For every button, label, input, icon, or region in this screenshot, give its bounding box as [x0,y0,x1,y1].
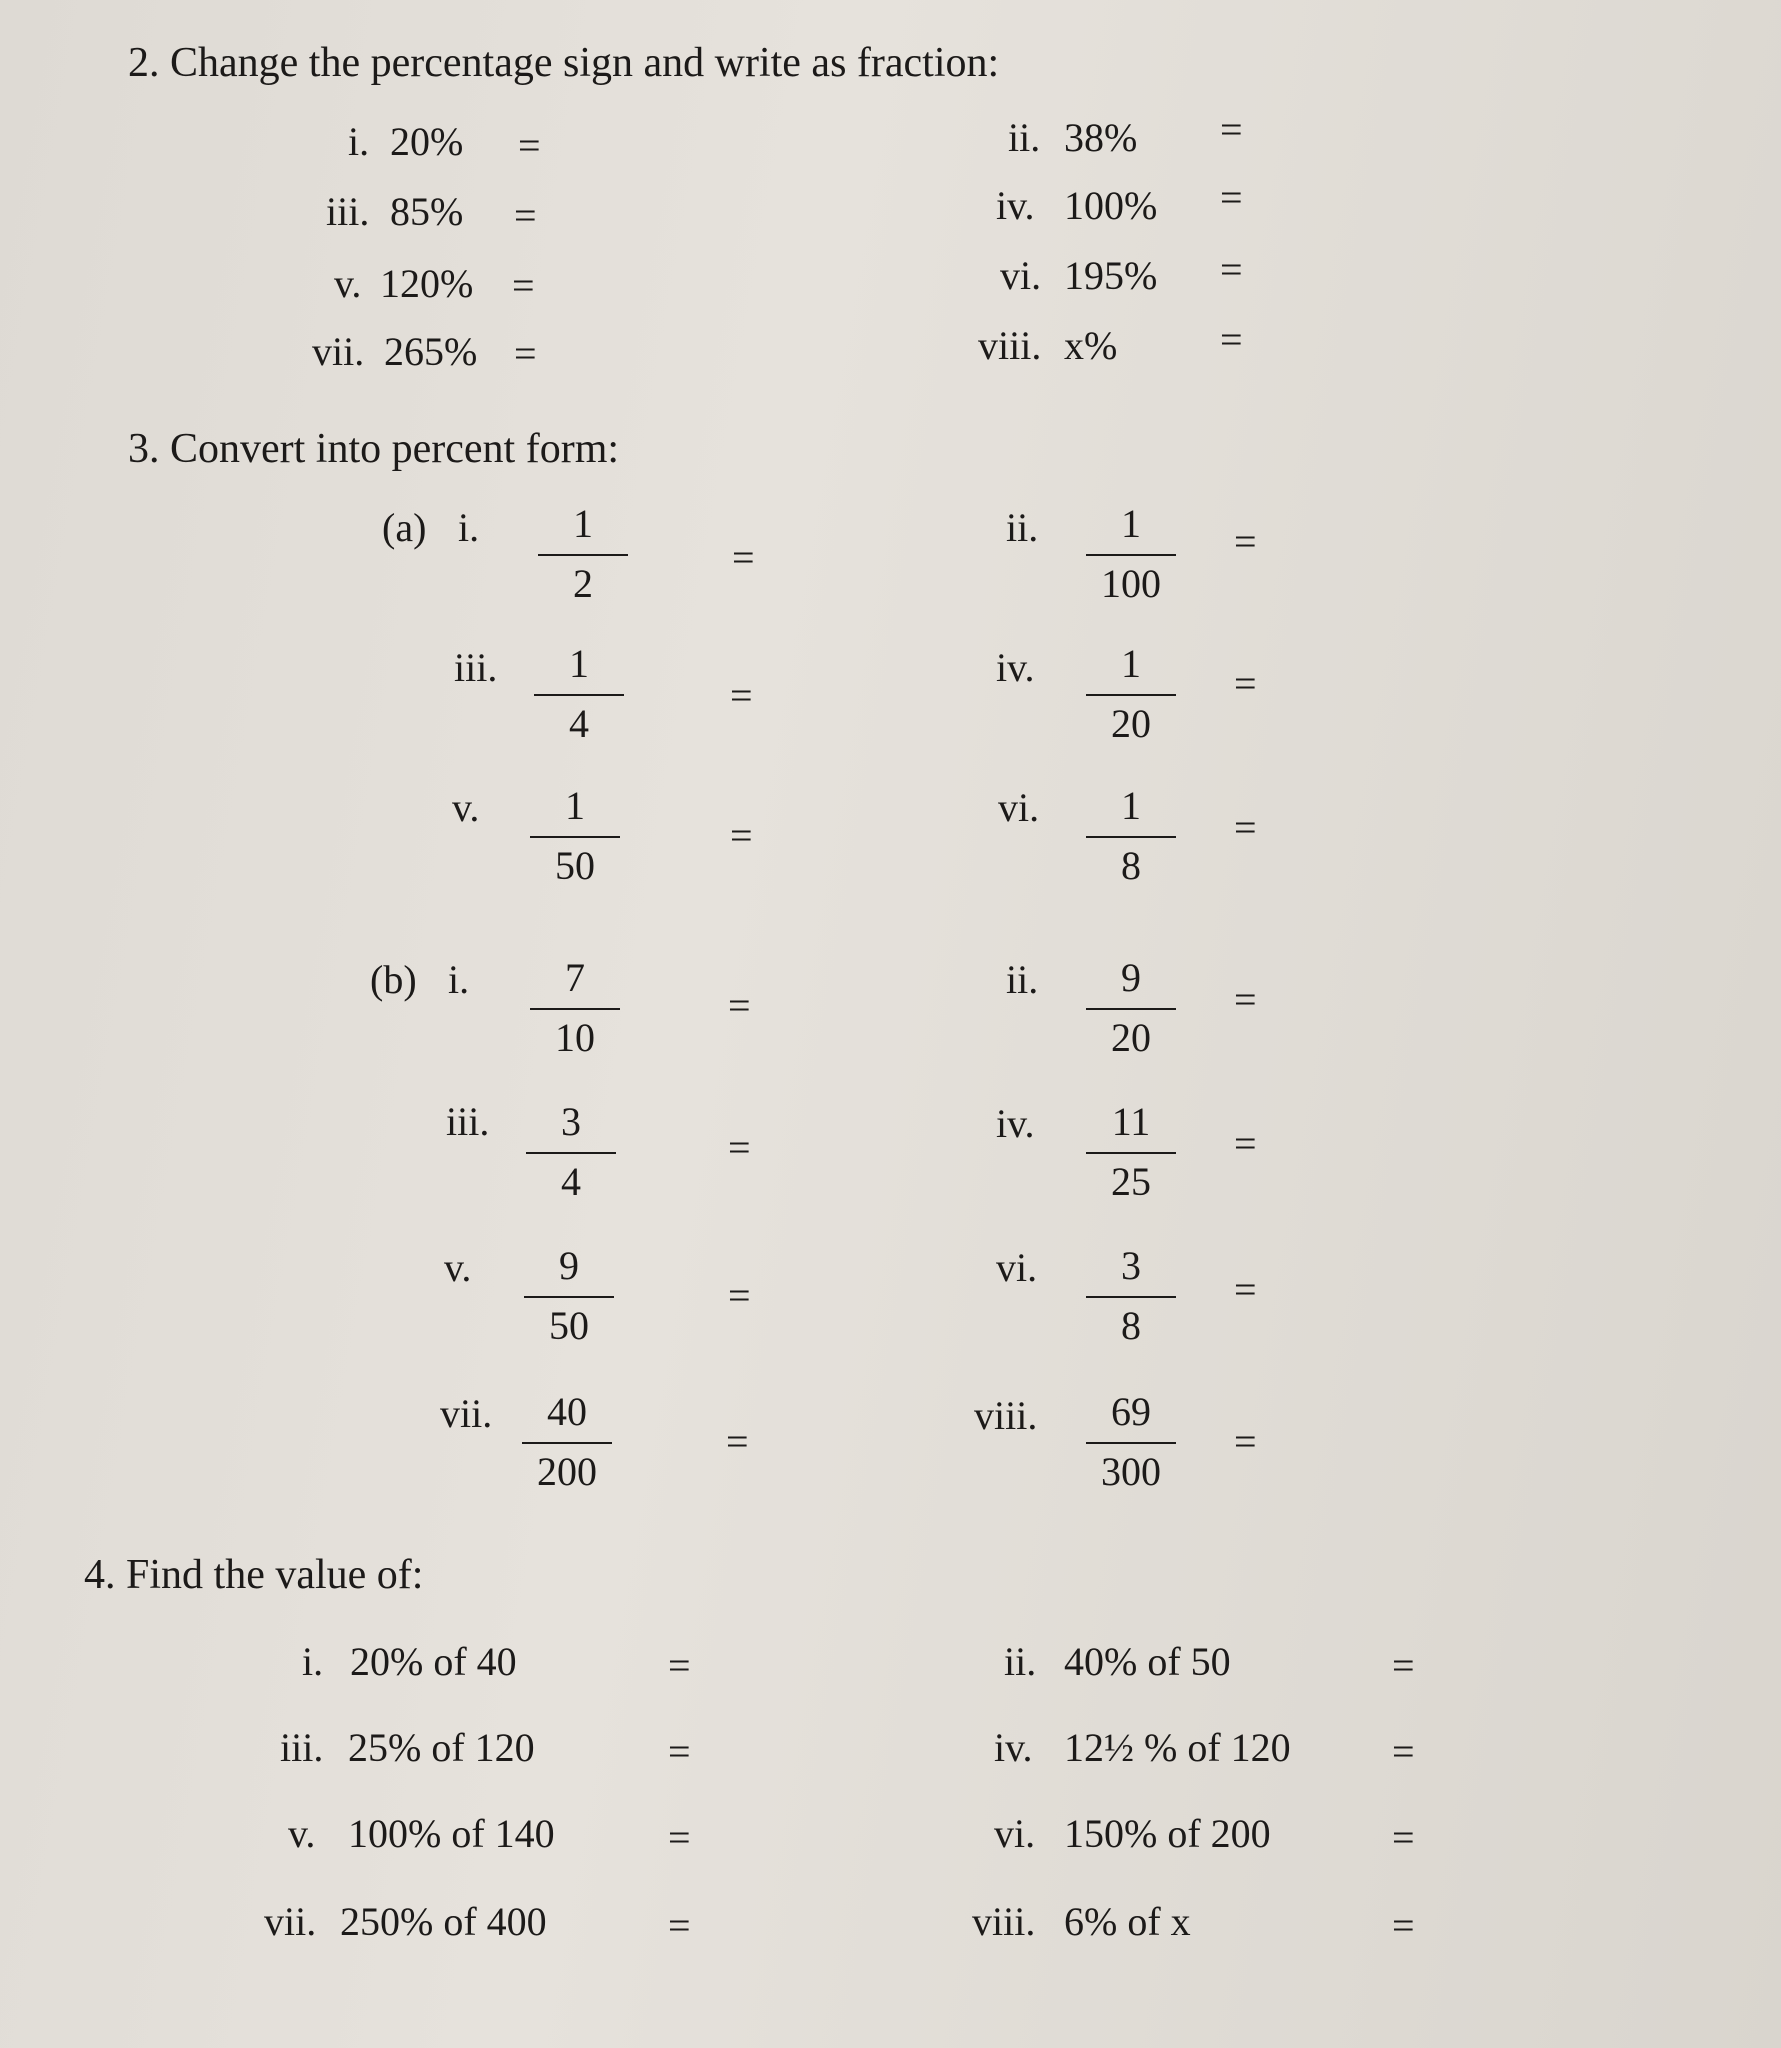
q2-item-label: ii. [1008,115,1041,160]
q4-item-expr: 150% of 200 [1064,1811,1271,1856]
q4-item-expr: 12½ % of 120 [1064,1725,1291,1770]
equals-sign: = [1392,1643,1415,1688]
fraction [530,783,620,888]
equals-sign: = [1220,317,1243,362]
denominator: 100 [1101,561,1161,606]
q4-item-label: v. [288,1811,316,1856]
equals-sign: = [1234,661,1257,706]
q2-item-expr: 20% [390,119,464,164]
q3-item-label: ii. [1006,957,1039,1002]
equals-sign: = [732,535,755,580]
fraction-bar [1086,694,1176,696]
denominator: 200 [537,1449,597,1494]
fraction-bar [530,1008,620,1010]
equals-sign: = [728,1125,751,1170]
denominator: 20 [1111,1015,1151,1060]
denominator: 10 [555,1015,595,1060]
fraction [1086,955,1176,1060]
fraction [1086,1099,1176,1204]
q2-item-label: viii. [978,323,1042,368]
q2-item-label: vi. [1000,253,1042,298]
q4-item-label: i. [302,1639,324,1684]
q3-item-label: ii. [1006,505,1039,550]
denominator: 300 [1101,1449,1161,1494]
q4-item-expr: 20% of 40 [350,1639,517,1684]
denominator: 8 [1121,843,1141,888]
fraction-bar [522,1442,612,1444]
q2-item-label: i. [348,119,370,164]
equals-sign: = [730,673,753,718]
fraction-bar [1086,1442,1176,1444]
equals-sign: = [1392,1815,1415,1860]
q4-item-expr: 25% of 120 [348,1725,535,1770]
q3-item-label: iv. [996,1101,1035,1146]
q2-item-label: vii. [312,329,365,374]
q4-item-label: iii. [280,1725,324,1770]
fraction-bar [538,554,628,556]
fraction-bar [524,1296,614,1298]
fraction-bar [1086,836,1176,838]
q2-heading: 2. Change the percentage sign and write as fraction: [128,40,1000,86]
denominator: 20 [1111,701,1151,746]
fraction [530,955,620,1060]
numerator: 7 [565,955,585,1000]
numerator: 9 [559,1243,579,1288]
q2-item-label: iv. [996,183,1035,228]
numerator: 1 [1121,641,1141,686]
q2-item-expr: 265% [384,329,478,374]
q4-item-label: viii. [972,1899,1036,1944]
denominator: 8 [1121,1303,1141,1348]
q3-item-label: viii. [974,1393,1038,1438]
numerator: 9 [1121,955,1141,1000]
q2-item-expr: 38% [1064,115,1138,160]
equals-sign: = [726,1419,749,1464]
q2-item-expr: 195% [1064,253,1158,298]
numerator: 1 [573,501,593,546]
q4-item-label: vi. [994,1811,1036,1856]
q2-item-expr: 120% [380,261,474,306]
q2-item-expr: 85% [390,189,464,234]
numerator: 3 [561,1099,581,1144]
q3-item-label: vii. [440,1391,493,1436]
fraction [1086,501,1176,606]
equals-sign: = [1234,1419,1257,1464]
q4-item-label: iv. [994,1725,1033,1770]
equals-sign: = [518,123,541,168]
equals-sign: = [514,193,537,238]
numerator: 11 [1111,1099,1151,1144]
denominator: 2 [573,561,593,606]
q4-heading: 4. Find the value of: [84,1552,424,1598]
fraction-bar [526,1152,616,1154]
numerator: 69 [1111,1389,1151,1434]
fraction [538,501,628,606]
q3-item-label: i. [458,505,480,550]
numerator: 3 [1121,1243,1141,1288]
q4-item-expr: 250% of 400 [340,1899,547,1944]
q3-item-label: iii. [446,1099,490,1144]
fraction [526,1099,616,1204]
q3-item-label: v. [452,785,480,830]
q4-item-expr: 6% of x [1064,1899,1191,1944]
fraction [1086,783,1176,888]
equals-sign: = [1234,1121,1257,1166]
equals-sign: = [668,1729,691,1774]
q4-item-label: vii. [264,1899,317,1944]
equals-sign: = [730,813,753,858]
equals-sign: = [512,263,535,308]
q4-item-label: ii. [1004,1639,1037,1684]
equals-sign: = [728,983,751,1028]
fraction-bar [1086,554,1176,556]
q3-part-a-label: (a) [382,505,427,550]
fraction [534,641,624,746]
equals-sign: = [668,1643,691,1688]
q3-item-label: i. [448,957,470,1002]
q3-part-b-label: (b) [370,957,417,1002]
denominator: 25 [1111,1159,1151,1204]
q2-item-label: v. [334,261,362,306]
equals-sign: = [1234,805,1257,850]
fraction-bar [534,694,624,696]
fraction-bar [1086,1008,1176,1010]
equals-sign: = [1392,1903,1415,1948]
q3-item-label: v. [444,1245,472,1290]
equals-sign: = [668,1903,691,1948]
equals-sign: = [728,1273,751,1318]
denominator: 4 [561,1159,581,1204]
q2-item-label: iii. [326,189,370,234]
equals-sign: = [1234,1267,1257,1312]
fraction-bar [530,836,620,838]
equals-sign: = [1234,977,1257,1022]
equals-sign: = [1220,175,1243,220]
numerator: 1 [565,783,585,828]
q3-heading: 3. Convert into percent form: [128,426,620,472]
equals-sign: = [1220,107,1243,152]
equals-sign: = [514,331,537,376]
q4-item-expr: 100% of 140 [348,1811,555,1856]
q2-item-expr: x% [1064,323,1118,368]
denominator: 50 [549,1303,589,1348]
numerator: 1 [569,641,589,686]
q2-item-expr: 100% [1064,183,1158,228]
fraction [1086,1389,1176,1494]
equals-sign: = [1234,519,1257,564]
fraction [524,1243,614,1348]
fraction [1086,1243,1176,1348]
fraction-bar [1086,1296,1176,1298]
fraction [1086,641,1176,746]
fraction [522,1389,612,1494]
denominator: 50 [555,843,595,888]
equals-sign: = [668,1815,691,1860]
q3-item-label: vi. [996,1245,1038,1290]
numerator: 40 [547,1389,587,1434]
q4-item-expr: 40% of 50 [1064,1639,1231,1684]
q3-item-label: vi. [998,785,1040,830]
fraction-bar [1086,1152,1176,1154]
numerator: 1 [1121,501,1141,546]
equals-sign: = [1220,247,1243,292]
q3-item-label: iii. [454,645,498,690]
q3-item-label: iv. [996,645,1035,690]
numerator: 1 [1121,783,1141,828]
denominator: 4 [569,701,589,746]
equals-sign: = [1392,1729,1415,1774]
